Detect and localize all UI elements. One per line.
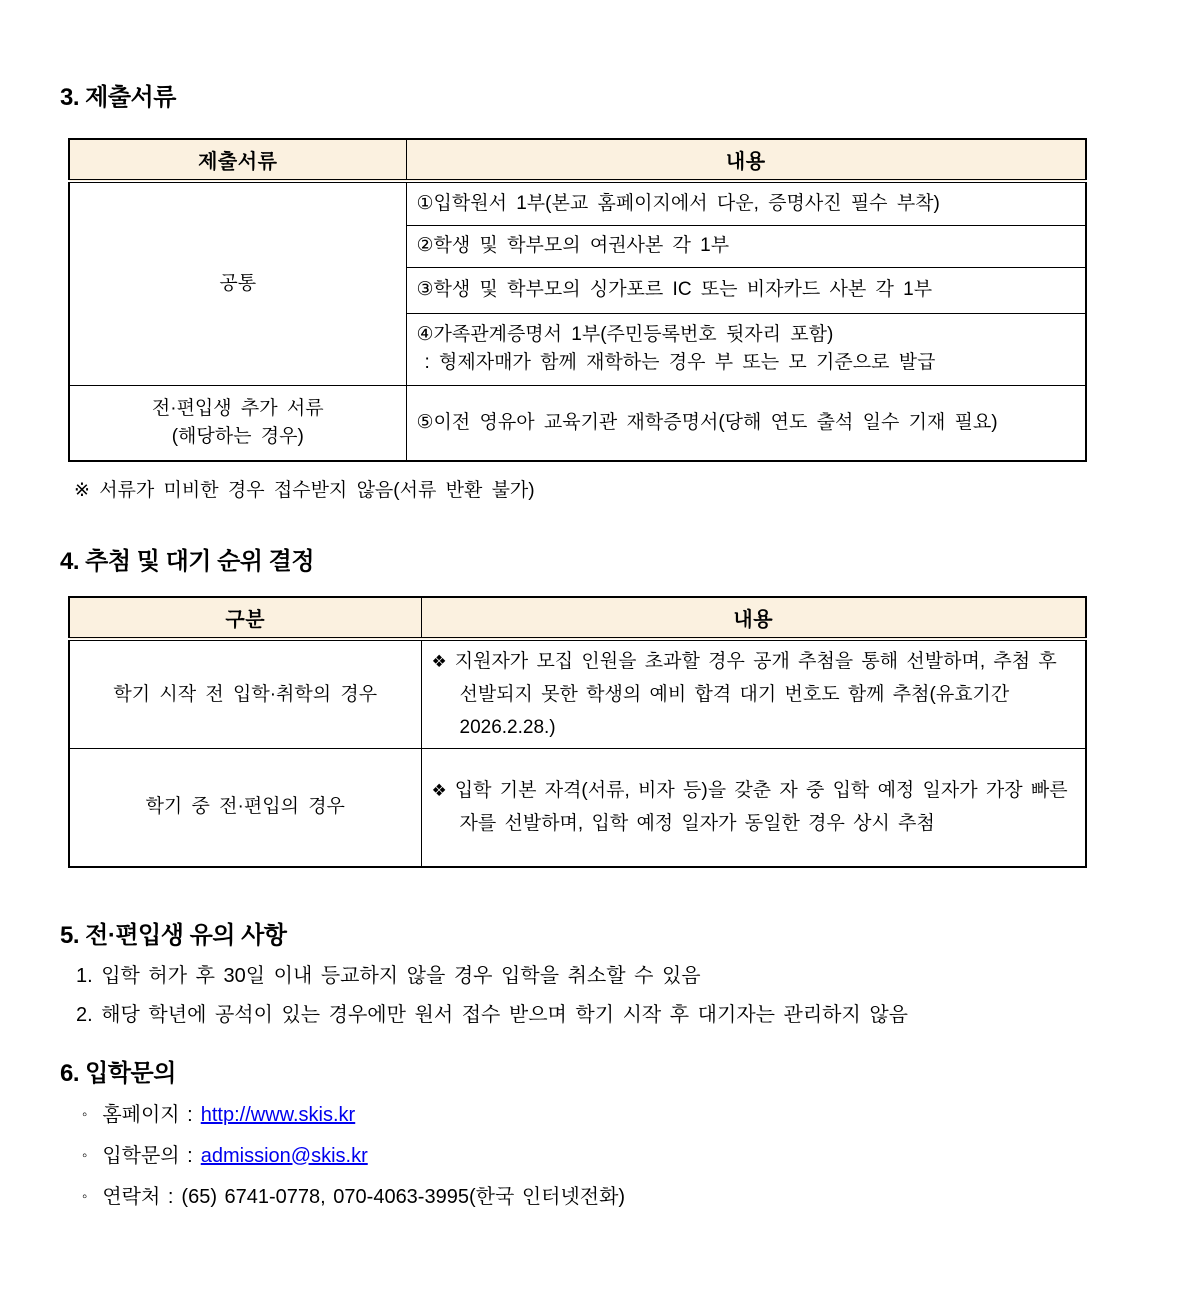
table-row [69,385,1086,461]
table1-transfer-label-line1: 전·편입생 추가 서류 [151,397,324,419]
table1-item-2: ②학생 및 학부모의 여권사본 각 1부 [406,225,1086,267]
circle-bullet-icon: ◦ [82,1146,88,1164]
documents-note: ※ 서류가 미비한 경우 접수받지 않음(서류 반환 불가) [74,480,535,501]
section4-heading: 4. 추첨 및 대기 순위 결정 [60,548,315,575]
lottery-waitlist-table [68,596,1087,868]
table2-row2-content [421,749,1086,867]
contact-phone-label: 연락처 : [102,1185,174,1208]
table2-row2-text: ❖ 입학 기본 자격(서류, 비자 등)을 갖춘 자 중 입학 예정 일자가 가장 빠른 자를 선발하며, 입학 예정 일자가 동일한 경우 상시 추첨 [431,780,1068,835]
table1-header-content: 내용 [406,139,1086,181]
contact-phone-numbers: (65) 6741-0778, 070-4063-3995(한국 인터넷전화) [181,1185,626,1208]
table2-header-content: 내용 [421,597,1086,639]
table1-item-5: ⑤이전 영유아 교육기관 재학증명서(당해 연도 출석 일수 기재 필요) [406,385,1086,461]
table-row [69,181,1086,225]
contact-email [82,1142,1085,1170]
admission-email-link[interactable]: admission@skis.kr [200,1144,368,1167]
submission-documents-table [68,138,1087,462]
table1-item-3: ③학생 및 학부모의 싱가포르 IC 또는 비자카드 사본 각 1부 [406,267,1086,313]
table2-row1-label: 학기 시작 전 입학·취학의 경우 [69,639,421,749]
circle-bullet-icon: ◦ [82,1105,88,1123]
table1-common-label: 공통 [69,181,406,385]
table2-row1-content [421,639,1086,749]
diamond-bullet-icon: ❖ [431,781,447,801]
table1-transfer-label-line2: (해당하는 경우) [171,425,304,447]
notice-item-2: 2. 해당 학년에 공석이 있는 경우에만 원서 접수 받으며 학기 시작 후 대기자는 관리하지 않음 [76,1003,908,1026]
table2-row2-label: 학기 중 전·편입의 경우 [69,749,421,867]
section6-heading: 6. 입학문의 [60,1059,176,1087]
table1-item-4 [406,313,1086,385]
table2-header-row [69,597,1086,639]
contact-homepage-label: 홈페이지 : [102,1103,193,1126]
table1-header-documents: 제출서류 [69,139,406,181]
table-row [69,639,1086,749]
contact-homepage [82,1101,1085,1129]
section3-heading: 3. 제출서류 [60,84,176,111]
table2-header-category: 구분 [69,597,421,639]
notice-item-1: 1. 입학 허가 후 30일 이내 등교하지 않을 경우 입학을 취소할 수 있음 [76,964,701,987]
table1-item-4-line2: : 형제자매가 함께 재학하는 경우 부 또는 모 기준으로 발급 [424,352,936,373]
contact-phone [82,1183,1085,1211]
table1-item-4-line1: ④가족관계증명서 1부(주민등록번호 뒷자리 포함) [416,324,834,345]
table1-header-row [69,139,1086,181]
table1-transfer-label [69,385,406,461]
table1-item-1: ①입학원서 1부(본교 홈페이지에서 다운, 증명사진 필수 부착) [406,181,1086,225]
contact-email-label: 입학문의 : [102,1144,193,1167]
table2-row1-text: ❖ 지원자가 모집 인원을 초과할 경우 공개 추첨을 통해 선발하며, 추첨 후 선발되지 못한 학생의 예비 합격 대기 번호도 함께 추첨(유효기간 2026.2.28.) [431,651,1057,738]
section5-heading: 5. 전·편입생 유의 사항 [60,921,287,949]
table-row [69,749,1086,867]
circle-bullet-icon: ◦ [82,1187,88,1205]
diamond-bullet-icon: ❖ [431,652,447,671]
homepage-link[interactable]: http://www.skis.kr [200,1103,356,1126]
